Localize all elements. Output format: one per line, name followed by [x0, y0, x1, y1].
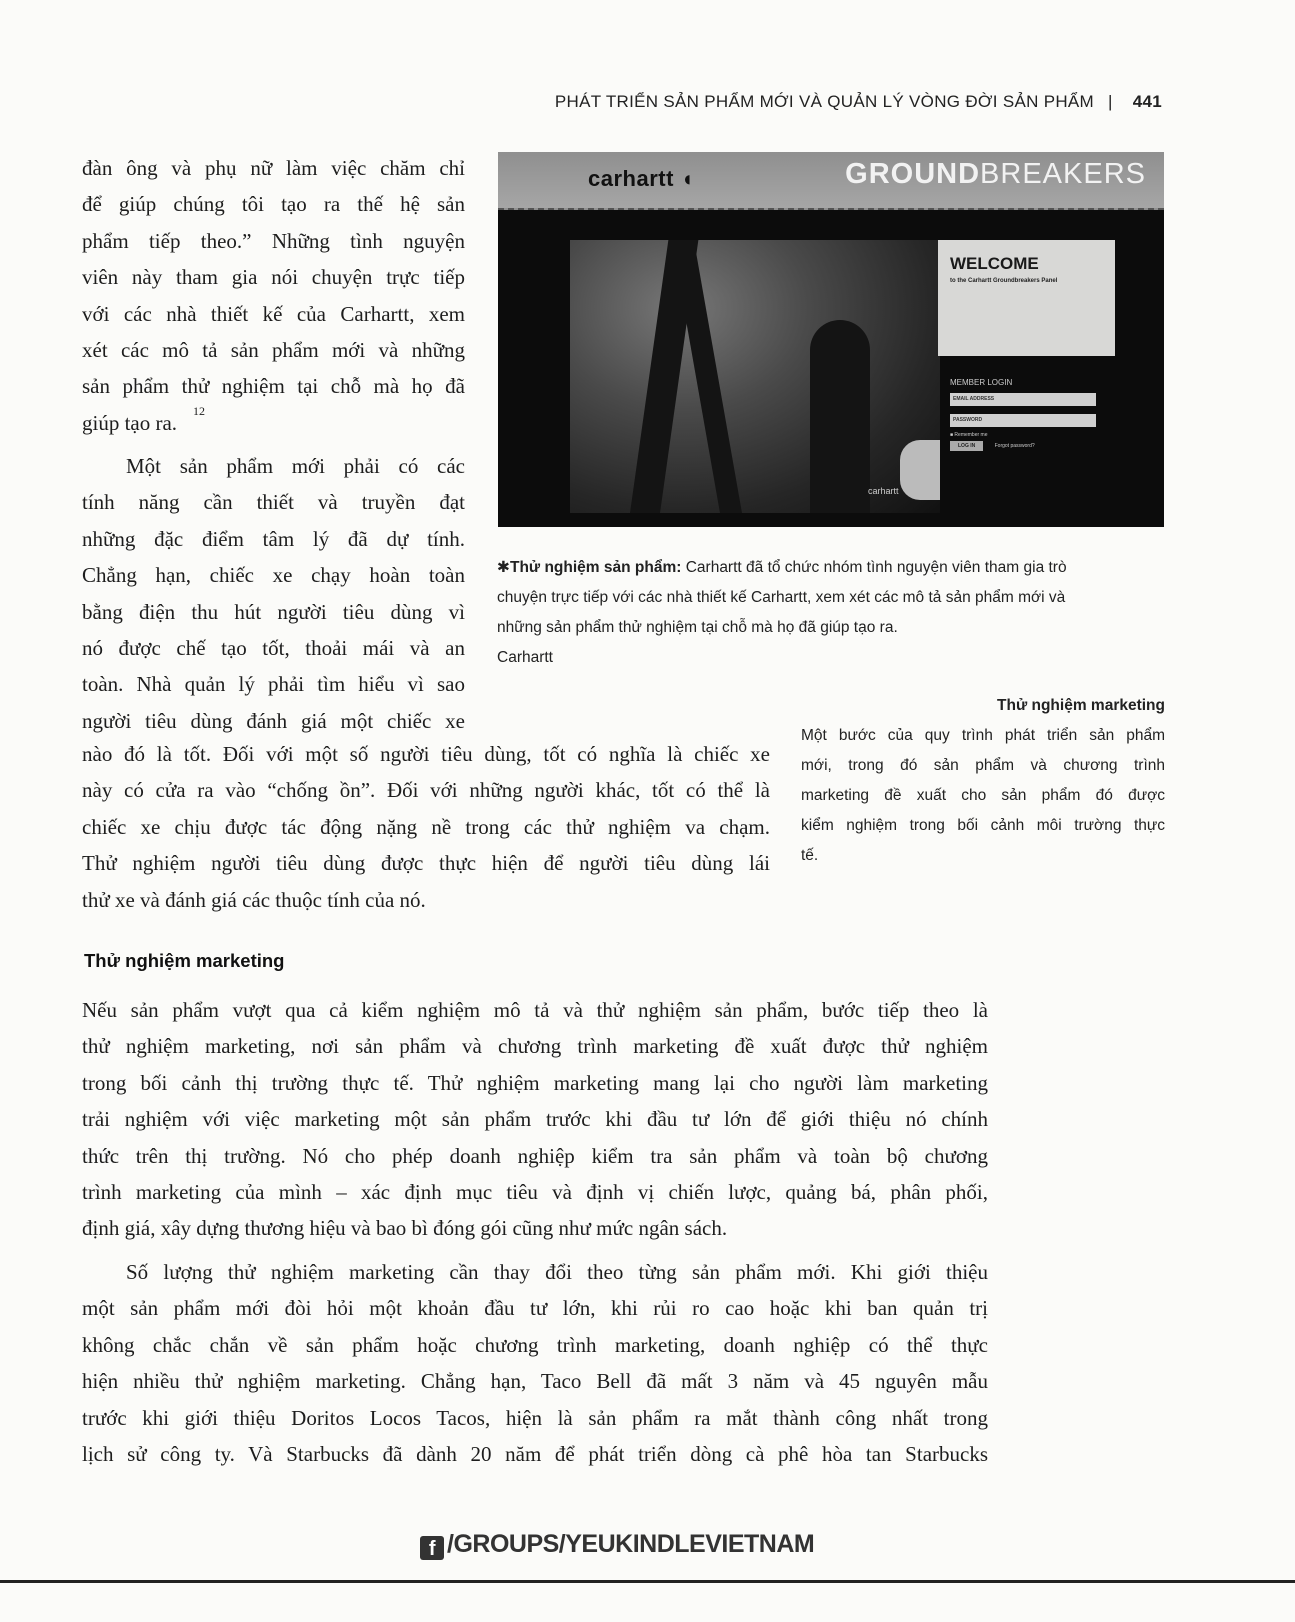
- text-line: trình marketing của mình – xác định mục tiêu và định vị chiến lược, quảng bá, phân phối,: [82, 1180, 988, 1204]
- facebook-icon: f: [420, 1536, 444, 1560]
- text-line: những đặc điểm tâm lý đã dự tính.: [82, 526, 465, 551]
- groundbreakers-title: [845, 158, 1146, 191]
- footnote-ref: 12: [193, 404, 205, 418]
- login-button[interactable]: LOG IN: [950, 441, 983, 451]
- caption-label-text: Thử nghiệm sản phẩm:: [510, 559, 682, 576]
- figure-caption: [497, 553, 1067, 673]
- forgot-password-link[interactable]: Forgot password?: [994, 443, 1035, 449]
- title-bold: GROUND: [845, 158, 981, 190]
- member-login-label: MEMBER LOGIN: [950, 378, 1013, 387]
- welcome-title: WELCOME: [950, 254, 1039, 273]
- running-header: [555, 92, 1162, 112]
- text-line: Một sản phẩm mới phải có các: [126, 454, 465, 478]
- caption-credit: Carhartt: [497, 649, 553, 666]
- text-line: định giá, xây dựng thương hiệu và bao bì đóng gói cũng như mức ngân sách.: [82, 1216, 728, 1241]
- text-line: hiện nhiều thử nghiệm marketing. Chẳng hạn, Taco Bell đã mất 3 năm và 45 nguyên mẫu: [82, 1369, 988, 1394]
- text-line: trong bối cảnh thị trường thực tế. Thử nghiệm marketing mang lại cho người làm marketing: [82, 1070, 988, 1095]
- text-line: Chẳng hạn, chiếc xe chạy hoàn toàn: [82, 563, 465, 588]
- text-line: trước khi giới thiệu Doritos Locos Tacos, hiện là sản phẩm ra mắt thành công nhất trong: [82, 1405, 988, 1430]
- text-line: không chắc chắn về sản phẩm hoặc chương trình marketing, doanh nghiệp có thể thực: [82, 1332, 988, 1357]
- figure-screenshot: [498, 152, 1164, 527]
- text-line: Thử nghiệm người tiêu dùng được thực hiện để người tiêu dùng lái: [82, 851, 770, 876]
- caption-label: ✱Thử nghiệm sản phẩm:: [497, 559, 682, 576]
- text-line: bằng điện thu hút người tiêu dùng vì: [82, 599, 465, 624]
- text-line: viên này tham gia nói chuyện trực tiếp: [82, 265, 465, 290]
- carhartt-c-icon: [900, 440, 940, 500]
- text-line: lịch sử công ty. Và Starbucks đã dành 20 năm để phát triển dòng cà phê hòa tan Starbucks: [82, 1442, 988, 1466]
- definition-line: kiểm nghiệm trong bối cảnh môi trường thực: [801, 817, 1165, 834]
- text-line: thức trên thị trường. Nó cho phép doanh nghiệp kiểm tra sản phẩm và toàn bộ chương: [82, 1143, 988, 1168]
- definition-line: Một bước của quy trình phát triển sản phẩm: [801, 727, 1165, 744]
- page-number: 441: [1132, 92, 1162, 111]
- remember-label: Remember me: [954, 432, 988, 438]
- text-line: thử xe và đánh giá các thuộc tính của nó.: [82, 887, 426, 912]
- title-light: BREAKERS: [980, 158, 1146, 190]
- text-line: người tiêu dùng đánh giá một chiếc xe: [82, 708, 465, 733]
- carhartt-logo: [588, 166, 694, 192]
- footer-text: /GROUPS/YEUKINDLEVIETNAM: [447, 1530, 815, 1558]
- email-field[interactable]: EMAIL ADDRESS: [950, 393, 1096, 406]
- text-line: đàn ông và phụ nữ làm việc chăm chỉ: [82, 156, 465, 180]
- text-line: trải nghiệm với việc marketing một sản phẩm trước khi đầu tư lớn để giới thiệu nó chính: [82, 1107, 988, 1132]
- worker-photo: [570, 240, 940, 513]
- text-line: sản phẩm thử nghiệm tại chỗ mà họ đã: [82, 374, 465, 399]
- text-line: toàn. Nhà quản lý phải tìm hiểu vì sao: [82, 672, 465, 697]
- caption-line: những sản phẩm thử nghiệm tại chỗ mà họ đã giúp tạo ra.: [497, 619, 898, 636]
- welcome-subtitle: to the Carhartt Groundbreakers Panel: [950, 278, 1058, 284]
- text-line: với các nhà thiết kế của Carhartt, xem: [82, 301, 465, 326]
- section-heading: Thử nghiệm marketing: [84, 950, 285, 971]
- margin-definition: [801, 691, 1165, 871]
- logo-text: carhartt: [588, 166, 674, 191]
- text-line: xét các mô tả sản phẩm mới và những: [82, 338, 465, 362]
- text-line: chiếc xe chịu được tác động nặng nề trong các thử nghiệm va chạm.: [82, 814, 770, 839]
- text-line: phẩm tiếp theo.” Những tình nguyện: [82, 228, 465, 253]
- remember-me-checkbox[interactable]: ■ Remember me: [950, 432, 988, 438]
- site-banner: [498, 152, 1164, 210]
- carhartt-c-icon: ◖: [680, 166, 695, 191]
- text-line: Nếu sản phẩm vượt qua cả kiểm nghiệm mô tả và thử nghiệm sản phẩm, bước tiếp theo là: [82, 998, 988, 1022]
- text-line: một sản phẩm mới đòi hỏi một khoản đầu tư lớn, khi rủi ro cao hoặc khi ban quản trị: [82, 1296, 988, 1321]
- caption-line: chuyện trực tiếp với các nhà thiết kế Carhartt, xem xét các mô tả sản phẩm mới và: [497, 589, 1066, 606]
- text-line: nào đó là tốt. Đối với một số người tiêu dùng, tốt có nghĩa là chiếc xe: [82, 742, 770, 766]
- text-line: Số lượng thử nghiệm marketing cần thay đổi theo từng sản phẩm mới. Khi giới thiệu: [126, 1260, 988, 1284]
- text-line: này có cửa ra vào “chống ồn”. Đối với những người khác, tốt có thể là: [82, 778, 770, 803]
- definition-line: tế.: [801, 847, 819, 864]
- caption-line: Carhartt đã tổ chức nhóm tình nguyện viên tham gia trò: [685, 559, 1067, 576]
- header-separator: |: [1108, 92, 1113, 111]
- footer-watermark: [420, 1530, 814, 1560]
- chapter-title: PHÁT TRIỂN SẢN PHẨM MỚI VÀ QUẢN LÝ VÒNG ĐỜI SẢN PHẨM: [554, 92, 1095, 111]
- text-line: tính năng cần thiết và truyền đạt: [82, 490, 465, 515]
- text-line: để giúp chúng tôi tạo ra thế hệ sản: [82, 192, 465, 217]
- definition-line: marketing đề xuất cho sản phẩm đó được: [801, 787, 1165, 804]
- bottom-rule: [0, 1580, 1295, 1583]
- photo-logo: carhartt: [868, 486, 899, 496]
- definition-line: mới, trong đó sản phẩm và chương trình: [801, 757, 1165, 774]
- text-line: giúp tạo ra.: [82, 410, 178, 435]
- member-login: [950, 378, 1096, 449]
- text-line: nó được chế tạo tốt, thoải mái và an: [82, 636, 465, 660]
- text-line: thử nghiệm marketing, nơi sản phẩm và chương trình marketing đề xuất được thử nghiệm: [82, 1034, 988, 1059]
- password-field[interactable]: PASSWORD: [950, 414, 1096, 427]
- welcome-panel: [938, 240, 1115, 356]
- definition-term: Thử nghiệm marketing: [997, 697, 1165, 714]
